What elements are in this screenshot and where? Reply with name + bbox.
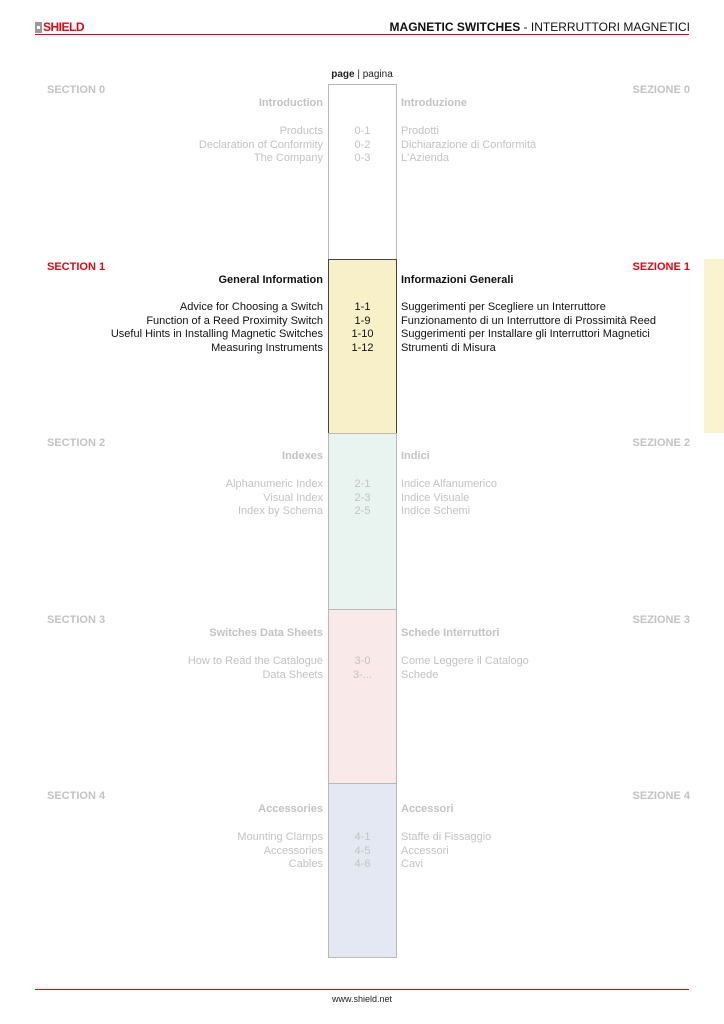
toc-page-number[interactable]: 4-6: [354, 858, 371, 871]
section-3-items-it: [401, 655, 529, 682]
section-4-items-en: [237, 831, 323, 872]
toc-page-number[interactable]: 1-1: [354, 301, 371, 313]
toc-item-it[interactable]: Dichiarazione di Conformità: [401, 138, 537, 151]
section-4-items-it: [401, 831, 491, 872]
section-2-label-en: SECTION 2: [47, 437, 106, 449]
toc-item-en[interactable]: Advice for Choosing a Switch: [179, 301, 323, 313]
toc-item-en[interactable]: Function of a Reed Proximity Switch: [146, 314, 323, 327]
toc-item-en[interactable]: Data Sheets: [262, 668, 323, 681]
toc-page-number[interactable]: 1-9: [354, 314, 371, 327]
toc-item-it[interactable]: Indice Visuale: [401, 491, 470, 504]
toc-item-it[interactable]: Come Leggere il Catalogo: [401, 655, 529, 667]
toc-page-number[interactable]: 2-3: [354, 491, 371, 504]
section-3-column: [328, 609, 397, 784]
document-title: [390, 20, 690, 34]
section-3-title-en: Switches Data Sheets: [209, 627, 323, 639]
toc-item-it[interactable]: Suggerimenti per Scegliere un Interruttore: [401, 301, 606, 313]
toc-item-it[interactable]: L'Azienda: [401, 152, 449, 165]
toc-page-number[interactable]: 3-...: [353, 668, 372, 681]
toc-item-en[interactable]: Index by Schema: [238, 505, 323, 518]
toc-item-en[interactable]: The Company: [253, 152, 323, 165]
toc-item-it[interactable]: Prodotti: [401, 125, 439, 137]
toc-item-en[interactable]: Declaration of Conformity: [198, 138, 323, 151]
toc-page-number[interactable]: 1-10: [351, 328, 374, 341]
section-1-label-en: SECTION 1: [47, 261, 106, 273]
section-0-pages: [328, 125, 397, 166]
toc-item-en[interactable]: Cables: [288, 858, 323, 871]
toc-item-en[interactable]: Useful Hints in Installing Magnetic Switches: [110, 328, 323, 341]
toc-item-en[interactable]: Mounting Clamps: [237, 831, 323, 843]
shield-logo: [35, 20, 84, 34]
toc-item-en[interactable]: How to Read the Catalogue: [187, 655, 323, 667]
toc-item-en[interactable]: Measuring Instruments: [211, 342, 323, 355]
section-0-label-it: SEZIONE 0: [632, 84, 690, 96]
section-3-pages: [328, 655, 397, 682]
section-4-label-en: SECTION 4: [47, 790, 106, 802]
page-label-separator: |: [354, 69, 363, 80]
toc-page-number[interactable]: 1-12: [351, 342, 374, 355]
section-3-title-it: Schede Interruttori: [401, 627, 500, 639]
toc-item-it[interactable]: Cavi: [401, 858, 424, 871]
toc-item-en[interactable]: Products: [279, 125, 323, 137]
section-4-title-it: Accessori: [401, 803, 454, 815]
section-2-column: [328, 433, 397, 610]
toc-item-it[interactable]: Indice Alfanumerico: [401, 478, 497, 490]
section-1-title-it: Informazioni Generali: [401, 274, 514, 286]
section-0-items-en: [199, 125, 323, 166]
toc-page-number[interactable]: 3-0: [354, 655, 371, 667]
section-1-pages: [328, 301, 397, 356]
toc-item-it[interactable]: Strumenti di Misura: [401, 342, 496, 355]
toc-page-number[interactable]: 2-1: [354, 478, 371, 490]
section-1-title-en: General Information: [218, 274, 323, 286]
section-4-label-it: SEZIONE 4: [632, 790, 690, 802]
toc-page-number[interactable]: 2-5: [354, 505, 371, 518]
logo-mark-icon: [35, 22, 42, 33]
header-divider: [35, 34, 689, 35]
toc-item-it[interactable]: Indice Schemi: [401, 505, 471, 518]
toc-page-number[interactable]: 0-1: [354, 125, 371, 137]
toc-page-number[interactable]: 0-3: [354, 152, 371, 165]
section-1-items-it: [401, 301, 656, 356]
toc-page-number[interactable]: 0-2: [354, 138, 371, 151]
page-label-rest: pagina: [362, 69, 393, 80]
page-label-bold: page: [331, 69, 355, 80]
document-title-bold: MAGNETIC SWITCHES: [389, 20, 521, 34]
section-2-pages: [328, 478, 397, 519]
toc-page-number[interactable]: 4-5: [354, 844, 371, 857]
section-0-items-it: [401, 125, 536, 166]
section-3-label-it: SEZIONE 3: [632, 614, 690, 626]
toc-item-it[interactable]: Staffe di Fissaggio: [401, 831, 492, 843]
section-3-label-en: SECTION 3: [47, 614, 106, 626]
section-4-pages: [328, 831, 397, 872]
toc-item-it[interactable]: Funzionamento di un Interruttore di Prossimità Reed: [401, 314, 656, 327]
section-0-title-en: Introduction: [258, 97, 323, 109]
toc-page-number[interactable]: 4-1: [354, 831, 371, 843]
section-1-label-it: SEZIONE 1: [632, 261, 690, 273]
section-1-items-en: [111, 301, 323, 356]
section-2-title-en: Indexes: [282, 450, 323, 462]
page-column-label: [300, 69, 424, 80]
section-2-items-en: [226, 478, 323, 519]
logo-text: SHIELD: [43, 20, 85, 34]
toc-item-en[interactable]: Visual Index: [263, 491, 323, 504]
toc-item-it[interactable]: Suggerimenti per Installare gli Interruttori Magnetici: [401, 328, 650, 341]
section-0-label-en: SECTION 0: [47, 84, 106, 96]
document-title-rest: - INTERRUTTORI MAGNETICI: [520, 20, 690, 34]
toc-item-it[interactable]: Schede: [401, 668, 439, 681]
section-0-title-it: Introduzione: [401, 97, 467, 109]
section-2-label-it: SEZIONE 2: [632, 437, 690, 449]
toc-item-en[interactable]: Accessories: [263, 844, 323, 857]
section-0-column: [328, 84, 397, 260]
section-2-title-it: Indici: [401, 450, 430, 462]
section-3-items-en: [188, 655, 323, 682]
section-2-items-it: [401, 478, 497, 519]
toc-item-en[interactable]: Alphanumeric Index: [225, 478, 323, 490]
section-1-side-tab: [704, 259, 724, 433]
footer-url[interactable]: www.shield.net: [331, 994, 393, 1004]
section-4-title-en: Accessories: [258, 803, 323, 815]
toc-item-it[interactable]: Accessori: [401, 844, 449, 857]
footer-divider: [35, 989, 689, 990]
